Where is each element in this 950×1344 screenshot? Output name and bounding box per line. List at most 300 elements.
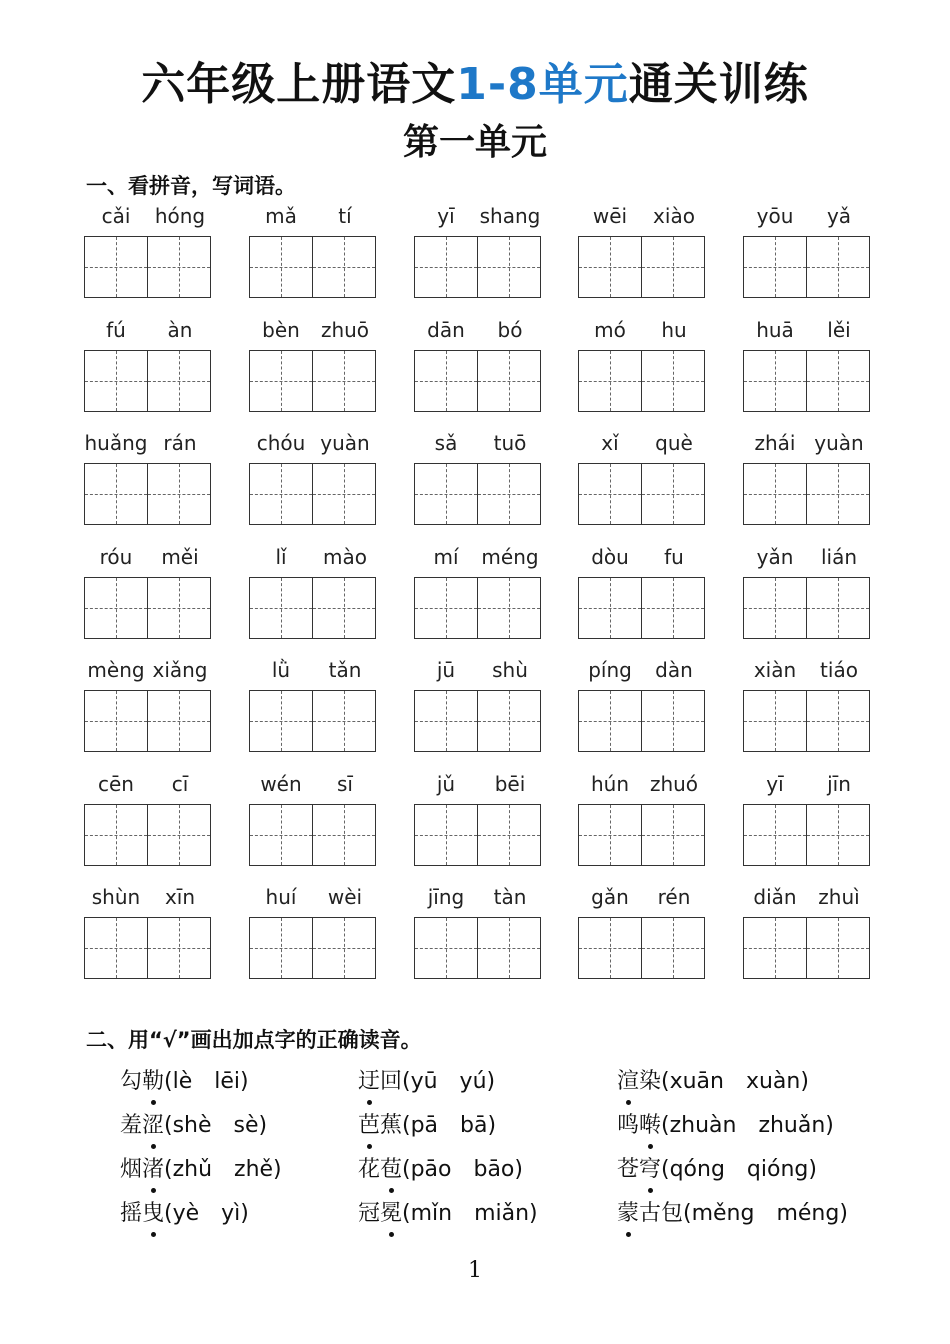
writing-boxes [578, 917, 706, 979]
writing-boxes [743, 917, 871, 979]
writing-boxes [249, 236, 377, 298]
pinyin-syllable: huā [756, 317, 794, 342]
writing-box[interactable] [578, 236, 642, 298]
pinyin [249, 431, 377, 463]
pinyin-syllable: bēi [494, 771, 526, 796]
pinyin [578, 204, 706, 236]
pinyin-syllable: shang [479, 204, 541, 228]
emphasis-dot [151, 1188, 156, 1193]
writing-box[interactable] [478, 236, 541, 298]
pinyin-syllable: yuàn [320, 431, 370, 455]
grid-row [84, 545, 884, 659]
pronunciation-text: 冠冕(mǐn miǎn) [358, 1201, 538, 1226]
word-item [414, 545, 542, 639]
writing-box[interactable] [148, 463, 211, 525]
word-item [84, 204, 212, 298]
pinyin-syllable: yōu [756, 204, 794, 228]
pinyin-syllable: gǎn [591, 885, 629, 909]
writing-boxes [84, 577, 212, 639]
page-number: 1 [468, 1258, 482, 1283]
writing-box[interactable] [478, 350, 541, 412]
writing-box[interactable] [84, 917, 148, 979]
writing-box[interactable] [578, 350, 642, 412]
pinyin-syllable: jīng [427, 885, 465, 909]
pinyin [743, 204, 871, 236]
pinyin-syllable: lěi [827, 317, 851, 342]
word-item [578, 658, 706, 752]
writing-box[interactable] [249, 917, 313, 979]
writing-box[interactable] [249, 804, 313, 866]
pinyin-syllable: mèng [87, 658, 145, 682]
writing-box[interactable] [807, 236, 870, 298]
writing-box[interactable] [807, 577, 870, 639]
pronunciation-item[interactable] [120, 1064, 249, 1095]
pronunciation-item[interactable] [617, 1196, 848, 1227]
pinyin-syllable: mǎ [265, 204, 297, 228]
pinyin-syllable: dān [427, 317, 465, 342]
pinyin-syllable: xīn [164, 885, 196, 909]
writing-box[interactable] [249, 350, 313, 412]
pinyin [84, 885, 212, 917]
emphasis-dot [151, 1100, 156, 1105]
word-item [249, 658, 377, 752]
pinyin-syllable: yuàn [814, 431, 864, 455]
pinyin-syllable: yǎn [756, 544, 794, 569]
word-item [414, 431, 542, 525]
writing-box[interactable] [84, 804, 148, 866]
page-title [0, 48, 950, 112]
writing-box[interactable] [414, 577, 478, 639]
word-item [578, 545, 706, 639]
writing-box[interactable] [743, 690, 807, 752]
pronunciation-text: 勾勒(lè lēi) [120, 1069, 249, 1094]
writing-boxes [84, 804, 212, 866]
pinyin [84, 204, 212, 236]
writing-box[interactable] [84, 577, 148, 639]
pinyin-syllable: rén [657, 885, 691, 909]
writing-box[interactable] [148, 350, 211, 412]
writing-boxes [578, 236, 706, 298]
pinyin-syllable: tí [338, 204, 352, 228]
writing-boxes [578, 350, 706, 412]
writing-boxes [578, 804, 706, 866]
writing-boxes [743, 690, 871, 752]
word-item [84, 318, 212, 412]
grid-row [84, 885, 884, 999]
emphasis-dot [648, 1144, 653, 1149]
writing-box[interactable] [807, 804, 870, 866]
writing-box[interactable] [84, 463, 148, 525]
writing-box[interactable] [84, 690, 148, 752]
writing-box[interactable] [807, 690, 870, 752]
pinyin-syllable: diǎn [753, 885, 797, 909]
pinyin-syllable: chóu [256, 431, 306, 455]
pinyin [249, 318, 377, 350]
pinyin-syllable: bèn [262, 317, 300, 342]
writing-box[interactable] [642, 917, 705, 979]
writing-box[interactable] [313, 917, 376, 979]
writing-box[interactable] [642, 577, 705, 639]
emphasis-dot [389, 1188, 394, 1193]
pinyin-syllable: cī [171, 771, 189, 796]
writing-box[interactable] [414, 236, 478, 298]
writing-boxes [249, 917, 377, 979]
pinyin [414, 885, 542, 917]
pinyin [414, 431, 542, 463]
choice-row [120, 1064, 900, 1108]
word-item [578, 318, 706, 412]
word-item [249, 431, 377, 525]
pinyin [249, 772, 377, 804]
writing-boxes [84, 690, 212, 752]
writing-boxes [84, 350, 212, 412]
pronunciation-item[interactable] [358, 1196, 538, 1227]
pinyin [578, 658, 706, 690]
writing-box[interactable] [578, 690, 642, 752]
pinyin-syllable: měi [161, 544, 199, 569]
writing-boxes [743, 236, 871, 298]
emphasis-dot [626, 1100, 631, 1105]
pinyin [84, 658, 212, 690]
pinyin-syllable: tǎn [328, 658, 362, 682]
pinyin [743, 658, 871, 690]
pinyin-syllable: zhuì [818, 885, 860, 909]
pinyin-syllable: cǎi [101, 204, 131, 228]
writing-box[interactable] [578, 577, 642, 639]
writing-box[interactable] [578, 917, 642, 979]
writing-boxes [249, 577, 377, 639]
section1-heading: 一、看拼音，写词语。 [86, 174, 296, 198]
pinyin-syllable: wèi [327, 885, 363, 909]
writing-box[interactable] [478, 463, 541, 525]
writing-boxes [743, 804, 871, 866]
writing-boxes [743, 577, 871, 639]
pinyin-syllable: zhái [754, 431, 796, 455]
pinyin [249, 885, 377, 917]
writing-boxes [578, 690, 706, 752]
choice-row [120, 1196, 900, 1240]
pinyin-syllable: yī [766, 771, 784, 796]
pinyin-syllable: wén [260, 771, 302, 796]
word-item [578, 772, 706, 866]
pinyin-syllable: róu [99, 544, 133, 569]
writing-box[interactable] [148, 690, 211, 752]
writing-box[interactable] [743, 917, 807, 979]
writing-box[interactable] [642, 463, 705, 525]
pinyin [743, 318, 871, 350]
word-item [414, 204, 542, 298]
pinyin-syllable: mó [594, 317, 626, 342]
pinyin-syllable: yī [437, 204, 455, 228]
pinyin [578, 885, 706, 917]
pinyin [84, 772, 212, 804]
writing-box[interactable] [642, 804, 705, 866]
pinyin-syllable: hóng [154, 204, 206, 228]
writing-box[interactable] [313, 804, 376, 866]
emphasis-dot [367, 1100, 372, 1105]
pinyin-syllable: jū [436, 658, 456, 682]
pinyin [414, 318, 542, 350]
pinyin [578, 772, 706, 804]
emphasis-dot [389, 1232, 394, 1237]
pinyin-syllable: jǔ [436, 771, 456, 796]
pronunciation-item[interactable] [617, 1152, 817, 1183]
writing-box[interactable] [148, 236, 211, 298]
grid-row [84, 204, 884, 318]
writing-box[interactable] [807, 463, 870, 525]
pronunciation-text: 渲染(xuān xuàn) [617, 1069, 809, 1094]
writing-boxes [414, 690, 542, 752]
writing-boxes [249, 804, 377, 866]
word-item [249, 545, 377, 639]
writing-box[interactable] [313, 236, 376, 298]
choice-row [120, 1108, 900, 1152]
pinyin [249, 658, 377, 690]
writing-box[interactable] [414, 690, 478, 752]
writing-box[interactable] [313, 463, 376, 525]
word-item [743, 431, 871, 525]
pronunciation-item[interactable] [120, 1152, 282, 1183]
pinyin [249, 545, 377, 577]
pronunciation-text: 苍穹(qóng qióng) [617, 1157, 817, 1182]
word-item [743, 772, 871, 866]
word-item [578, 204, 706, 298]
writing-box[interactable] [478, 577, 541, 639]
writing-boxes [414, 917, 542, 979]
writing-box[interactable] [743, 577, 807, 639]
pronunciation-text: 羞涩(shè sè) [120, 1113, 268, 1138]
word-item [84, 431, 212, 525]
pinyin-syllable: mào [323, 544, 367, 569]
word-item [414, 318, 542, 412]
writing-box[interactable] [807, 917, 870, 979]
writing-box[interactable] [148, 577, 211, 639]
pinyin [743, 772, 871, 804]
word-item [743, 545, 871, 639]
pinyin-syllable: dàn [655, 658, 693, 682]
emphasis-dot [626, 1232, 631, 1237]
pinyin-syllable: yǎ [826, 204, 852, 228]
writing-box[interactable] [478, 804, 541, 866]
pinyin-syllable: wēi [592, 204, 628, 228]
pinyin-syllable: xiǎng [152, 658, 208, 682]
pinyin-syllable: hún [590, 771, 630, 796]
writing-boxes [249, 690, 377, 752]
word-item [743, 658, 871, 752]
pinyin-syllable: mí [433, 544, 459, 569]
pinyin [84, 545, 212, 577]
writing-boxes [414, 804, 542, 866]
title-part2: 通关训练 [628, 59, 809, 110]
writing-box[interactable] [743, 350, 807, 412]
pronunciation-item[interactable] [617, 1064, 809, 1095]
word-item [414, 658, 542, 752]
writing-box[interactable] [414, 804, 478, 866]
writing-boxes [414, 577, 542, 639]
writing-boxes [578, 577, 706, 639]
pinyin-syllable: sī [337, 771, 353, 796]
pinyin-syllable: shù [492, 658, 528, 682]
writing-box[interactable] [478, 690, 541, 752]
pinyin-syllable: cēn [98, 771, 134, 796]
pronunciation-choices [120, 1064, 900, 1240]
title-part1: 六年级上册语文 [141, 59, 457, 110]
pinyin [743, 885, 871, 917]
pinyin-syllable: xǐ [601, 431, 619, 455]
pronunciation-text: 迂回(yū yú) [358, 1069, 496, 1094]
pinyin [414, 772, 542, 804]
pinyin-syllable: huí [265, 885, 297, 909]
word-item [743, 318, 871, 412]
writing-box[interactable] [313, 690, 376, 752]
pinyin-writing-grid [84, 204, 884, 999]
pinyin-syllable: xiàn [753, 658, 797, 682]
writing-box[interactable] [148, 804, 211, 866]
writing-boxes [84, 463, 212, 525]
word-item [578, 431, 706, 525]
writing-box[interactable] [249, 690, 313, 752]
emphasis-dot [648, 1188, 653, 1193]
pinyin-syllable: bó [497, 317, 523, 342]
writing-boxes [84, 236, 212, 298]
writing-box[interactable] [148, 917, 211, 979]
writing-boxes [414, 236, 542, 298]
pinyin [578, 318, 706, 350]
pronunciation-text: 花苞(pāo bāo) [358, 1157, 523, 1182]
pinyin [578, 431, 706, 463]
pinyin [84, 431, 212, 463]
writing-box[interactable] [84, 236, 148, 298]
writing-boxes [249, 463, 377, 525]
writing-box[interactable] [249, 463, 313, 525]
writing-box[interactable] [743, 236, 807, 298]
pronunciation-item[interactable] [358, 1108, 496, 1139]
writing-box[interactable] [642, 236, 705, 298]
pronunciation-item[interactable] [120, 1108, 267, 1139]
pinyin-syllable: sǎ [434, 431, 458, 455]
choice-row [120, 1152, 900, 1196]
writing-boxes [249, 350, 377, 412]
pronunciation-item[interactable] [120, 1196, 249, 1227]
pinyin-syllable: shùn [91, 885, 141, 909]
unit-subtitle: 第一单元 [402, 121, 547, 163]
pinyin-syllable: tuō [493, 431, 527, 455]
pinyin-syllable: lǐ [275, 544, 287, 569]
pinyin [414, 204, 542, 236]
writing-box[interactable] [642, 690, 705, 752]
writing-boxes [414, 463, 542, 525]
pinyin-syllable: lǜ [271, 658, 291, 682]
pinyin-syllable: àn [167, 317, 193, 342]
pinyin [84, 318, 212, 350]
pinyin-syllable: zhuō [320, 317, 370, 342]
pinyin [414, 545, 542, 577]
word-item [743, 885, 871, 979]
pinyin-syllable: hu [661, 317, 687, 342]
word-item [84, 885, 212, 979]
emphasis-dot [367, 1144, 372, 1149]
word-item [414, 772, 542, 866]
title-highlight: 1-8单元 [456, 59, 629, 110]
pinyin-syllable: dòu [591, 544, 629, 569]
writing-box[interactable] [578, 463, 642, 525]
writing-box[interactable] [578, 804, 642, 866]
pinyin-syllable: rán [163, 431, 197, 455]
pinyin-syllable: jīn [827, 771, 851, 796]
pinyin-syllable: tiáo [820, 658, 858, 682]
section2-heading: 二、用“√”画出加点字的正确读音。 [86, 1028, 422, 1052]
pinyin-syllable: lián [820, 544, 858, 569]
pinyin-syllable: tàn [493, 885, 527, 909]
pinyin-syllable: xiào [653, 204, 695, 228]
writing-boxes [743, 463, 871, 525]
writing-box[interactable] [414, 350, 478, 412]
pinyin-syllable: zhuó [649, 771, 699, 796]
writing-box[interactable] [249, 236, 313, 298]
word-item [578, 885, 706, 979]
word-item [84, 545, 212, 639]
pinyin-syllable: píng [588, 658, 632, 682]
pronunciation-text: 摇曳(yè yì) [120, 1201, 249, 1226]
pinyin [578, 545, 706, 577]
pronunciation-text: 鸣啭(zhuàn zhuǎn) [617, 1113, 834, 1138]
word-item [249, 772, 377, 866]
emphasis-dot [151, 1232, 156, 1237]
word-item [84, 658, 212, 752]
writing-box[interactable] [478, 917, 541, 979]
word-item [414, 885, 542, 979]
pinyin [743, 431, 871, 463]
writing-box[interactable] [249, 577, 313, 639]
writing-box[interactable] [743, 463, 807, 525]
pinyin-syllable: méng [481, 544, 539, 569]
pronunciation-text: 烟渚(zhǔ zhě) [120, 1157, 282, 1182]
word-item [249, 318, 377, 412]
writing-box[interactable] [313, 350, 376, 412]
pronunciation-text: 芭蕉(pā bā) [358, 1113, 497, 1138]
writing-box[interactable] [84, 350, 148, 412]
pinyin-syllable: huǎng [84, 431, 148, 455]
writing-box[interactable] [642, 350, 705, 412]
grid-row [84, 431, 884, 545]
writing-boxes [578, 463, 706, 525]
writing-boxes [84, 917, 212, 979]
writing-box[interactable] [414, 463, 478, 525]
grid-row [84, 318, 884, 432]
writing-box[interactable] [414, 917, 478, 979]
pronunciation-item[interactable] [358, 1064, 495, 1095]
grid-row [84, 772, 884, 886]
writing-boxes [414, 350, 542, 412]
pinyin-syllable: què [655, 431, 693, 455]
emphasis-dot [151, 1144, 156, 1149]
pronunciation-text: 蒙古包(měng méng) [617, 1201, 848, 1226]
writing-box[interactable] [807, 350, 870, 412]
pinyin-syllable: fu [664, 544, 684, 569]
writing-box[interactable] [743, 804, 807, 866]
pinyin [743, 545, 871, 577]
word-item [84, 772, 212, 866]
pronunciation-item[interactable] [358, 1152, 523, 1183]
writing-box[interactable] [313, 577, 376, 639]
pinyin [249, 204, 377, 236]
word-item [743, 204, 871, 298]
word-item [249, 204, 377, 298]
pronunciation-item[interactable] [617, 1108, 834, 1139]
pinyin [414, 658, 542, 690]
grid-row [84, 658, 884, 772]
writing-boxes [743, 350, 871, 412]
